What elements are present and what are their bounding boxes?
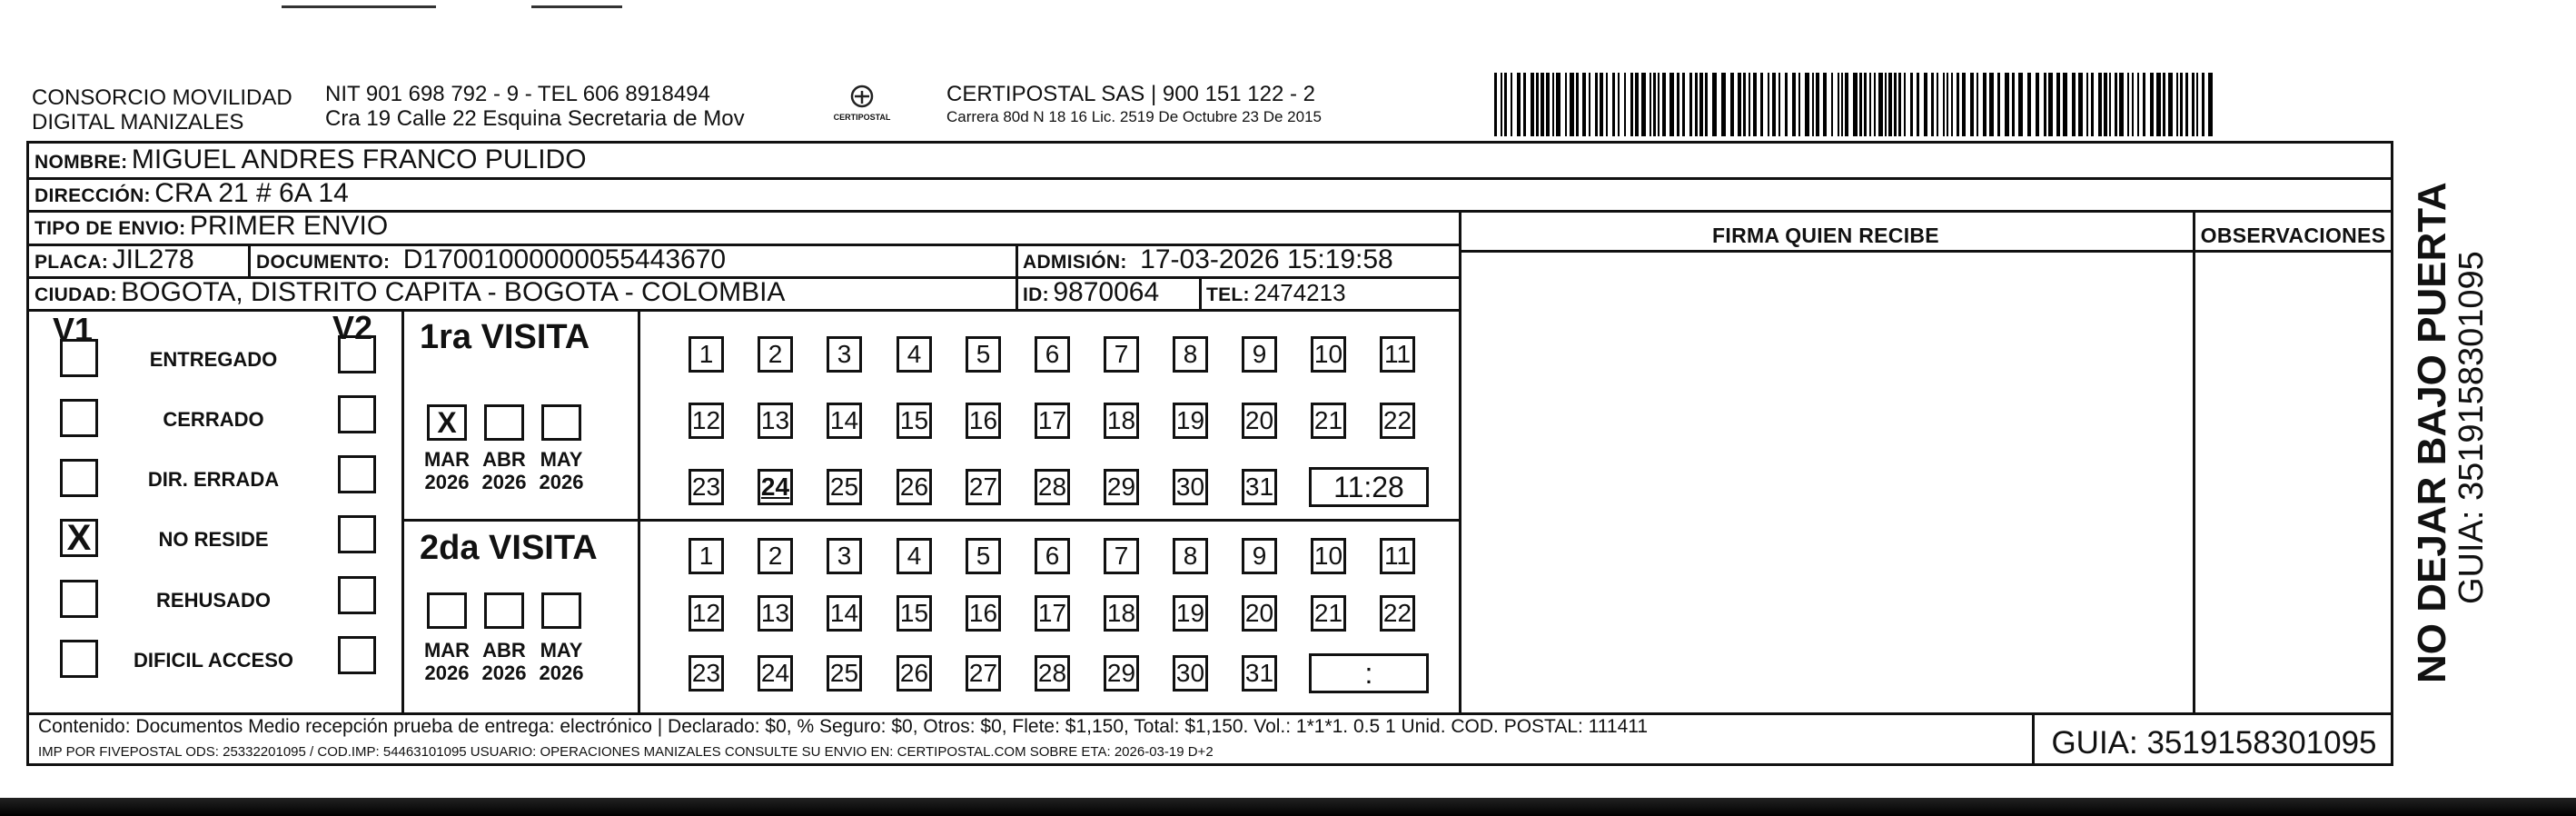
day-box[interactable]: 13 (758, 403, 793, 439)
day-box[interactable]: 9 (1242, 538, 1277, 574)
day-box[interactable]: 2 (758, 538, 793, 574)
day-box[interactable]: 8 (1173, 336, 1208, 373)
visit2-title: 2da VISITA (420, 529, 598, 567)
day-box[interactable]: 23 (689, 655, 724, 692)
observaciones-label: OBSERVACIONES (2200, 224, 2386, 247)
id-field: ID: 9870064 (1023, 277, 1160, 307)
day-box[interactable]: 30 (1173, 655, 1208, 692)
day-box[interactable]: 9 (1242, 336, 1277, 373)
day-box[interactable]: 22 (1380, 403, 1415, 439)
day-box[interactable]: 7 (1104, 336, 1139, 373)
day-box[interactable]: 5 (966, 336, 1001, 373)
carrier-info: CERTIPOSTAL SAS | 900 151 122 - 2 Carrera 80d N 18 16 Lic. 2519 De Octubre 23 De 2015 (946, 82, 1322, 125)
day-box[interactable]: 31 (1242, 469, 1277, 505)
day-box[interactable]: 26 (897, 469, 932, 505)
day-box[interactable]: 17 (1035, 403, 1070, 439)
day-box[interactable]: 26 (897, 655, 932, 692)
v2-checkbox[interactable] (338, 395, 376, 433)
status-label: DIR. ERRADA (147, 468, 280, 491)
day-box[interactable]: 30 (1173, 469, 1208, 505)
day-box[interactable]: 18 (1104, 595, 1139, 632)
month-checkbox[interactable]: X (427, 404, 467, 441)
day-box[interactable]: 19 (1173, 403, 1208, 439)
day-box[interactable]: 29 (1104, 655, 1139, 692)
day-box[interactable]: 22 (1380, 595, 1415, 632)
scan-line (282, 5, 436, 8)
v2-checkbox[interactable] (338, 636, 376, 674)
day-box[interactable]: 6 (1035, 538, 1070, 574)
day-box[interactable]: 1 (689, 538, 724, 574)
v1-checkbox[interactable] (60, 459, 98, 497)
day-box[interactable]: 14 (827, 595, 862, 632)
month-label: MAR 2026 (423, 448, 471, 493)
day-box[interactable]: 1 (689, 336, 724, 373)
day-box[interactable]: 24 (758, 469, 793, 505)
certipostal-logo: CERTIPOSTAL (830, 80, 894, 131)
day-box[interactable]: 27 (966, 469, 1001, 505)
month-checkbox[interactable] (484, 404, 524, 441)
day-box[interactable]: 12 (689, 595, 724, 632)
status-label: CERRADO (163, 408, 264, 431)
month-checkbox[interactable] (541, 592, 581, 629)
day-box[interactable]: 20 (1242, 403, 1277, 439)
status-label: DIFICIL ACCESO (133, 649, 293, 672)
ciudad-field: CIUDAD: BOGOTA, DISTRITO CAPITA - BOGOTA - COLOMBIA (35, 277, 786, 307)
day-box[interactable]: 28 (1035, 655, 1070, 692)
day-box[interactable]: 3 (827, 336, 862, 373)
placa-field: PLACA: JIL278 (35, 244, 194, 274)
day-box[interactable]: 27 (966, 655, 1001, 692)
company-name: CONSORCIO MOVILIDAD DIGITAL MANIZALES (32, 85, 292, 134)
contenido-line: Contenido: Documentos Medio recepción prueba de entrega: electrónico | Declarado: $0, % Seguro: $0, Otros: $0, Flete: $1,150, Total: $1,150. Vol.: 1*1*1. 0.5 1 Unid. COD. POSTAL: 111411 (38, 716, 1649, 737)
tipo-envio-row: TIPO DE ENVIO: PRIMER ENVIO (35, 211, 389, 241)
day-box[interactable]: 6 (1035, 336, 1070, 373)
scan-line (531, 5, 622, 8)
day-box[interactable]: 25 (827, 469, 862, 505)
tipo-envio: PRIMER ENVIO (189, 211, 389, 241)
day-box[interactable]: 3 (827, 538, 862, 574)
firma-quien-recibe-label: FIRMA QUIEN RECIBE (1712, 224, 1939, 247)
company-nit: NIT 901 698 792 - 9 - TEL 606 8918494 Cra 19 Calle 22 Esquina Secretaria de Mov (325, 82, 745, 131)
v2-header: V2 (332, 309, 373, 346)
day-box[interactable]: 10 (1311, 538, 1346, 574)
day-box[interactable]: 11 (1380, 538, 1415, 574)
month-checkbox[interactable] (484, 592, 524, 629)
day-box[interactable]: 8 (1173, 538, 1208, 574)
visit1-title: 1ra VISITA (420, 318, 590, 356)
v1-checkbox[interactable] (60, 580, 98, 618)
day-box[interactable]: 16 (966, 403, 1001, 439)
day-box[interactable]: 10 (1311, 336, 1346, 373)
no-dejar-bajo-puerta-warning: NO DEJAR BAJO PUERTA (2410, 182, 2454, 683)
direccion-row: DIRECCIÓN: CRA 21 # 6A 14 (35, 178, 349, 208)
v2-checkbox[interactable] (338, 515, 376, 553)
recipient-address: CRA 21 # 6A 14 (154, 178, 349, 208)
visit-time-field[interactable]: : (1309, 653, 1429, 693)
day-box[interactable]: 19 (1173, 595, 1208, 632)
month-label: ABR 2026 (481, 448, 527, 493)
barcode (1494, 73, 2221, 136)
day-box[interactable]: 18 (1104, 403, 1139, 439)
day-box[interactable]: 15 (897, 403, 932, 439)
v1-checkbox[interactable] (60, 640, 98, 678)
day-box[interactable]: 2 (758, 336, 793, 373)
month-label: MAY 2026 (539, 639, 584, 684)
day-box[interactable]: 20 (1242, 595, 1277, 632)
day-box[interactable]: 21 (1311, 595, 1346, 632)
v2-checkbox[interactable] (338, 455, 376, 493)
day-box[interactable]: 4 (897, 538, 932, 574)
day-box[interactable]: 21 (1311, 403, 1346, 439)
status-label: REHUSADO (156, 589, 271, 612)
scan-edge (0, 798, 2576, 816)
guia-number: GUIA: 3519158301095 (2051, 725, 2377, 761)
documento-field: DOCUMENTO: D17001000000055443670 (256, 244, 727, 274)
day-box[interactable]: 4 (897, 336, 932, 373)
status-label: NO RESIDE (158, 528, 269, 551)
day-box[interactable]: 12 (689, 403, 724, 439)
visit-time-field[interactable]: 11:28 (1309, 467, 1429, 507)
day-box[interactable]: 23 (689, 469, 724, 505)
status-label: ENTREGADO (149, 348, 278, 371)
v2-checkbox[interactable] (338, 335, 376, 373)
day-box[interactable]: 16 (966, 595, 1001, 632)
signature-area[interactable] (1461, 254, 2190, 710)
day-box[interactable]: 17 (1035, 595, 1070, 632)
side-guia-number: GUIA: 3519158301095 (2452, 251, 2491, 604)
v1-checkbox[interactable]: X (60, 519, 98, 557)
day-box[interactable]: 28 (1035, 469, 1070, 505)
day-box[interactable]: 25 (827, 655, 862, 692)
day-box[interactable]: 5 (966, 538, 1001, 574)
month-label: ABR 2026 (481, 639, 527, 684)
v2-checkbox[interactable] (338, 576, 376, 614)
v1-checkbox[interactable] (60, 399, 98, 437)
month-label: MAY 2026 (539, 448, 584, 493)
tel-field: TEL: 2474213 (1206, 279, 1346, 306)
v1-checkbox[interactable] (60, 339, 98, 377)
month-label: MAR 2026 (423, 639, 471, 684)
recipient-name: MIGUEL ANDRES FRANCO PULIDO (131, 144, 587, 174)
month-checkbox[interactable] (541, 404, 581, 441)
day-box[interactable]: 31 (1242, 655, 1277, 692)
month-checkbox[interactable] (427, 592, 467, 629)
observations-area[interactable] (2195, 254, 2391, 710)
day-box[interactable]: 15 (897, 595, 932, 632)
imp-line: IMP POR FIVEPOSTAL ODS: 25332201095 / COD.IMP: 54463101095 USUARIO: OPERACIONES MANIZALES CONSULTE SU ENVIO EN: CERTIPOSTAL.COM SOBRE ETA: 2026-03-19 D+2 (38, 744, 1214, 760)
delivery-form (26, 141, 2393, 766)
v1-header: V1 (53, 311, 94, 348)
day-box[interactable]: 13 (758, 595, 793, 632)
admision-field: ADMISIÓN: 17-03-2026 15:19:58 (1023, 244, 1393, 274)
day-box[interactable]: 24 (758, 655, 793, 692)
day-box[interactable]: 11 (1380, 336, 1415, 373)
day-box[interactable]: 29 (1104, 469, 1139, 505)
day-box[interactable]: 7 (1104, 538, 1139, 574)
day-box[interactable]: 14 (827, 403, 862, 439)
nombre-row: NOMBRE: MIGUEL ANDRES FRANCO PULIDO (35, 144, 587, 174)
